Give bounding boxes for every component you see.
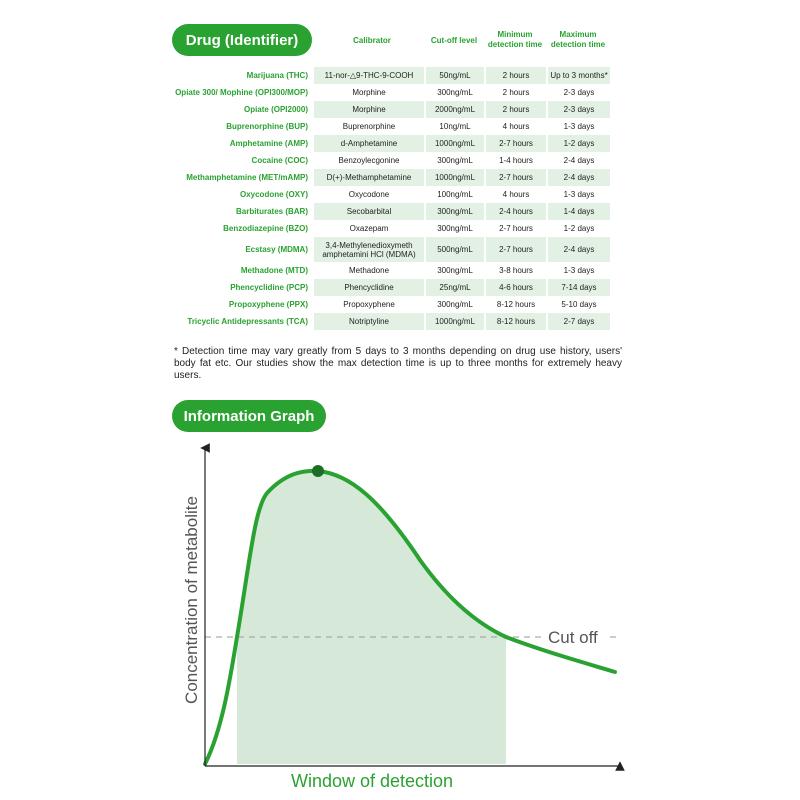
cell-min: 2 hours [486, 67, 546, 84]
information-graph-title: Information Graph [172, 400, 326, 432]
detection-window-area [237, 471, 506, 764]
cell-min: 2-7 hours [486, 169, 546, 186]
drug-name: Oxycodone (OXY) [239, 190, 308, 199]
cell-cutoff: 25ng/mL [426, 279, 484, 296]
cell-cutoff: 500ng/mL [426, 237, 484, 262]
drug-name: Methamphetamine (MET/mAMP) [186, 173, 308, 182]
cell-min: 2-4 hours [486, 203, 546, 220]
peak-marker [312, 465, 324, 477]
cell-min: 4 hours [502, 190, 530, 199]
cell-max: 2-7 days [548, 313, 610, 330]
col-max-line1: Maximum [559, 30, 597, 39]
drug-name: Cocaine (COC) [251, 156, 308, 165]
cell-min: 2 hours [502, 88, 530, 97]
cell-cutoff: 100ng/mL [437, 190, 473, 199]
cell-calibrator: Propoxyphene [343, 300, 395, 309]
cell-max: 2-4 days [563, 156, 595, 165]
cell-min: 1-4 hours [499, 156, 533, 165]
cell-cutoff: 300ng/mL [437, 88, 473, 97]
cell-cutoff: 50ng/mL [426, 67, 484, 84]
drug-name: Amphetamine (AMP) [229, 139, 308, 148]
cell-max: 1-2 days [548, 135, 610, 152]
drug-name: Propoxyphene (PPX) [228, 300, 308, 309]
cell-min: 2-7 hours [499, 224, 533, 233]
y-axis-label: Concentration of metabolite [182, 496, 201, 704]
cell-calibrator: Methadone [348, 266, 390, 275]
drug-name: Buprenorphine (BUP) [226, 122, 308, 131]
drug-name: Benzodiazepine (BZO) [223, 224, 308, 233]
cell-min: 4-6 hours [486, 279, 546, 296]
drug-name: Tricyclic Antidepressants (TCA) [187, 317, 308, 326]
cell-cutoff: 300ng/mL [437, 300, 473, 309]
cell-max: 2-3 days [563, 88, 595, 97]
cell-cutoff: 300ng/mL [426, 203, 484, 220]
cell-calibrator: 3,4-Methylenedioxymeth amphetamini HCl (MDMA) [314, 237, 424, 262]
x-axis-label: Window of detection [290, 771, 454, 791]
drug-name: Marijuana (THC) [246, 71, 308, 80]
cell-calibrator: Oxycodone [348, 190, 390, 199]
cell-cutoff: 300ng/mL [437, 266, 473, 275]
cell-calibrator: Buprenorphine [342, 122, 396, 131]
cell-calibrator: Phencyclidine [314, 279, 424, 296]
drug-name: Opiate (OPI2000) [243, 105, 308, 114]
cell-max: 2-4 days [548, 237, 610, 262]
cell-max: 1-3 days [563, 190, 595, 199]
cell-calibrator: d-Amphetamine [314, 135, 424, 152]
drug-name: Ecstasy (MDMA) [245, 245, 308, 254]
col-min-line2: detection time [487, 40, 543, 49]
drug-name: Opiate 300/ Mophine (OPI300/MOP) [175, 88, 308, 97]
cell-max: 1-2 days [563, 224, 595, 233]
cell-max: 2-3 days [548, 101, 610, 118]
cell-max: 5-10 days [561, 300, 597, 309]
cell-max: 2-4 days [548, 169, 610, 186]
cell-min: 2-7 hours [486, 237, 546, 262]
col-calibrator: Calibrator [353, 36, 391, 45]
drug-name: Barbiturates (BAR) [235, 207, 308, 216]
cutoff-label: Cut off [548, 628, 598, 647]
col-max-line2: detection time [550, 40, 606, 49]
detection-note: * Detection time may vary greatly from 5 days to 3 months depending on drug use history, users' body fat etc. Our studies show the max detection time is up to three months for extremely heavy users. [174, 346, 622, 381]
cell-min: 2 hours [486, 101, 546, 118]
cell-calibrator: D(+)-Methamphetamine [314, 169, 424, 186]
cell-calibrator: Notriptyline [314, 313, 424, 330]
cell-max: 7-14 days [548, 279, 610, 296]
drug-name: Methadone (MTD) [240, 266, 308, 275]
cell-min: 2-7 hours [486, 135, 546, 152]
col-min-line1: Minimum [497, 30, 533, 39]
cell-cutoff: 1000ng/mL [426, 135, 484, 152]
cell-cutoff: 1000ng/mL [426, 313, 484, 330]
cell-cutoff: 300ng/mL [437, 224, 473, 233]
cell-calibrator: Morphine [352, 88, 386, 97]
cell-calibrator: Benzoylecgonine [338, 156, 400, 165]
cell-cutoff: 10ng/mL [439, 122, 471, 131]
cell-cutoff: 2000ng/mL [426, 101, 484, 118]
cell-calibrator: Oxazepam [349, 224, 389, 233]
cell-min: 8-12 hours [486, 313, 546, 330]
drug-identifier-title: Drug (Identifier) [172, 24, 312, 56]
cell-calibrator: Morphine [314, 101, 424, 118]
cell-min: 3-8 hours [499, 266, 533, 275]
cell-max: 1-3 days [563, 122, 595, 131]
col-cutoff: Cut-off level [430, 36, 478, 45]
cell-calibrator: 11-nor-△9-THC-9-COOH [314, 67, 424, 84]
cell-min: 8-12 hours [496, 300, 536, 309]
cell-max: 1-3 days [563, 266, 595, 275]
cell-cutoff: 300ng/mL [437, 156, 473, 165]
cell-max: Up to 3 months* [548, 67, 610, 84]
cell-calibrator: Secobarbital [314, 203, 424, 220]
drug-name: Phencyclidine (PCP) [230, 283, 308, 292]
cell-cutoff: 1000ng/mL [426, 169, 484, 186]
cell-max: 1-4 days [548, 203, 610, 220]
cell-min: 4 hours [502, 122, 530, 131]
